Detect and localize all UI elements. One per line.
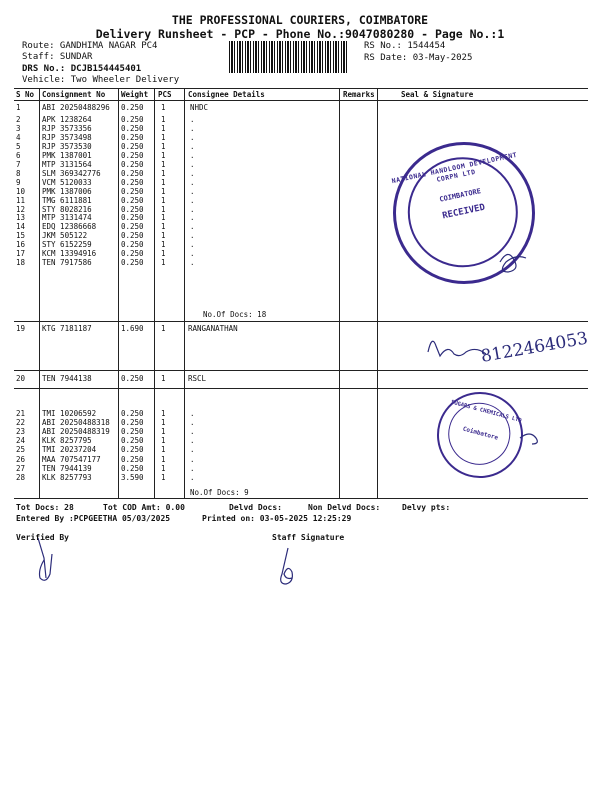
table-row-27-sno: 27 [16, 463, 26, 473]
table-row-2-pcs: 1 [161, 115, 166, 124]
table-row-15-sno: 15 [16, 231, 26, 241]
table-row-3-consignee: . [190, 123, 195, 133]
table-row-17-pcs: 1 [161, 249, 166, 259]
table-row-13-pcs: 1 [161, 213, 166, 223]
table-row-9-pcs: 1 [161, 177, 166, 187]
table-row-18-wt: 0.250 [121, 258, 144, 268]
table-row-21-cn: TMI 10206592 [42, 409, 97, 418]
table-row-18-cn: TEN 7917586 [42, 258, 92, 268]
table-row-20-pcs: 1 [161, 374, 166, 383]
table-row-19-consignee: RANGANATHAN [188, 324, 238, 333]
table-row-24-cn: KLK 8257795 [42, 436, 92, 446]
table-row-6-consignee: . [190, 150, 195, 160]
table-row-20-sno: 20 [16, 374, 26, 383]
table-row-19-pcs: 1 [161, 324, 166, 333]
col-consignment: Consignment No [42, 90, 106, 99]
table-row-20-wt: 0.250 [121, 374, 144, 383]
table-row-23-sno: 23 [16, 427, 26, 437]
non-delivered-docs: Non Delvd Docs: [308, 503, 381, 512]
table-row-8-pcs: 1 [161, 168, 166, 178]
table-row-26-pcs: 1 [161, 454, 166, 464]
handwritten-phone: 8122464053 [479, 328, 590, 367]
table-row-12-sno: 12 [16, 204, 26, 214]
table-row-21-wt: 0.250 [121, 409, 144, 418]
table-row-22-consignee: . [190, 418, 195, 428]
table-row-12-consignee: . [190, 204, 195, 214]
table-row-2-consignee: . [190, 115, 195, 124]
table-row-28-wt: 3.590 [121, 472, 144, 482]
table-row-18-consignee: . [190, 258, 195, 268]
table-row-12-wt: 0.250 [121, 204, 144, 214]
table-row-26-cn: MAA 707547177 [42, 454, 101, 464]
table-row-11-consignee: . [190, 195, 195, 205]
table-row-14-consignee: . [190, 222, 195, 232]
table-row-24-consignee: . [190, 436, 195, 446]
company-title: THE PROFESSIONAL COURIERS, COIMBATORE [171, 13, 429, 27]
table-row-22-sno: 22 [16, 418, 26, 428]
table-row-12-pcs: 1 [161, 204, 166, 214]
table-row-4-sno: 4 [16, 132, 21, 142]
table-row-8-wt: 0.250 [121, 168, 144, 178]
signature-row19 [428, 341, 486, 356]
table-row-21-consignee: . [190, 409, 195, 418]
table-row-25-pcs: 1 [161, 445, 166, 455]
table-row-6-wt: 0.250 [121, 150, 144, 160]
table-row-20-consignee: RSCL [188, 374, 207, 383]
table-row-14-cn: EDQ 12386668 [42, 222, 97, 232]
col-weight: Weight [121, 90, 149, 99]
table-row-23-pcs: 1 [161, 427, 166, 437]
table-row-5-consignee: . [190, 141, 195, 151]
table-row-23-wt: 0.250 [121, 427, 144, 437]
table-row-6-pcs: 1 [161, 150, 166, 160]
table-row-11-pcs: 1 [161, 195, 166, 205]
table-row-7-cn: MTP 3131564 [42, 159, 92, 169]
table-row-7-pcs: 1 [161, 159, 166, 169]
col-remarks: Remarks [343, 90, 375, 99]
table-row-8-consignee: . [190, 168, 195, 178]
staff: Staff: SUNDAR [22, 52, 93, 62]
table-row-9-wt: 0.250 [121, 177, 144, 187]
table-row-20-cn: TEN 7944138 [42, 374, 92, 383]
group3-docs-count: No.Of Docs: 9 [190, 488, 249, 497]
table-row-27-pcs: 1 [161, 463, 166, 473]
table-row-28-cn: KLK 8257793 [42, 472, 92, 482]
table-row-9-cn: VCM 5120033 [42, 177, 92, 187]
table-row-3-cn: RJP 3573356 [42, 123, 92, 133]
table-row-25-wt: 0.250 [121, 445, 144, 455]
table-row-16-pcs: 1 [161, 240, 166, 250]
table-row-19-sno: 19 [16, 324, 26, 333]
table-row-18-pcs: 1 [161, 258, 166, 268]
table-row-9-sno: 9 [16, 177, 21, 187]
table-row-1-pcs: 1 [161, 103, 166, 112]
stamp1-inner-text: COIMBATORE [438, 187, 482, 204]
table-row-3-pcs: 1 [161, 123, 166, 133]
runsheet-title: Delivery Runsheet - PCP - Phone No.:9047080280 - Page No.:1 [95, 27, 505, 41]
table-row-5-pcs: 1 [161, 141, 166, 151]
table-row-14-wt: 0.250 [121, 222, 144, 232]
table-row-23-cn: ABI 20250488319 [42, 427, 110, 437]
table-row-17-sno: 17 [16, 249, 26, 259]
stamp1-center-text: RECEIVED [441, 202, 487, 222]
table-row-3-wt: 0.250 [121, 123, 144, 133]
table-row-1-sno: 1 [16, 103, 21, 112]
table-row-7-wt: 0.250 [121, 159, 144, 169]
table-row-21-pcs: 1 [161, 409, 166, 418]
table-row-2-wt: 0.250 [121, 115, 144, 124]
table-row-11-sno: 11 [16, 195, 26, 205]
staff-signature: Staff Signature [272, 533, 345, 542]
col-seal: Seal & Signature [401, 90, 474, 99]
route: Route: GANDHIMA NAGAR PC4 [22, 41, 158, 51]
table-row-17-consignee: . [190, 249, 195, 259]
signature-row1 [500, 254, 526, 272]
table-row-15-consignee: . [190, 231, 195, 241]
table-row-12-cn: STY 8028216 [42, 204, 92, 214]
table-row-14-pcs: 1 [161, 222, 166, 232]
table-row-24-pcs: 1 [161, 436, 166, 446]
table-row-10-wt: 0.250 [121, 186, 144, 196]
table-row-13-cn: MTP 3131474 [42, 213, 92, 223]
table-row-15-cn: JKM 505122 [42, 231, 88, 241]
table-row-6-cn: PMK 1387001 [42, 150, 92, 160]
table-row-22-cn: ABI 20250488318 [42, 418, 110, 428]
col-consignee: Consignee Details [188, 90, 265, 99]
rs-number: RS No.: 1544454 [364, 41, 446, 51]
table-row-2-sno: 2 [16, 115, 21, 124]
table-row-25-cn: TMI 20237204 [42, 445, 97, 455]
table-row-28-pcs: 1 [161, 472, 166, 482]
table-row-25-sno: 25 [16, 445, 26, 455]
verified-by: Verified By [16, 533, 69, 542]
table-row-14-sno: 14 [16, 222, 26, 232]
table-row-7-consignee: . [190, 159, 195, 169]
table-row-10-sno: 10 [16, 186, 26, 196]
table-row-1-consignee: NHDC [190, 103, 209, 112]
table-row-15-pcs: 1 [161, 231, 166, 241]
table-row-24-sno: 24 [16, 436, 26, 446]
table-row-11-cn: TMG 6111881 [42, 195, 92, 205]
table-row-25-consignee: . [190, 445, 195, 455]
table-row-26-consignee: . [190, 454, 195, 464]
table-row-17-wt: 0.250 [121, 249, 144, 259]
total-docs: Tot Docs: 28 [16, 503, 74, 512]
table-row-27-consignee: . [190, 463, 195, 473]
table-row-22-pcs: 1 [161, 418, 166, 428]
table-row-8-sno: 8 [16, 168, 21, 178]
table-row-7-sno: 7 [16, 159, 21, 169]
table-row-26-wt: 0.250 [121, 454, 144, 464]
table-row-4-consignee: . [190, 132, 195, 142]
group1-docs-count: No.Of Docs: 18 [203, 310, 267, 319]
signature-stamp2 [520, 434, 537, 444]
delivered-docs: Delvd Docs: [229, 503, 282, 512]
table-row-8-cn: SLM 369342776 [42, 168, 101, 178]
table-row-13-sno: 13 [16, 213, 26, 223]
stamp2-inner-text: Coimbatore [462, 425, 499, 442]
table-row-2-cn: APK 1238264 [42, 115, 92, 124]
table-row-16-consignee: . [190, 240, 195, 250]
table-row-16-cn: STY 6152259 [42, 240, 92, 250]
table-row-16-sno: 16 [16, 240, 26, 250]
table-row-22-wt: 0.250 [121, 418, 144, 428]
table-row-23-consignee: . [190, 427, 195, 437]
table-row-10-consignee: . [190, 186, 195, 196]
table-row-10-cn: PMK 1387006 [42, 186, 92, 196]
table-row-19-cn: KTG 7181187 [42, 324, 92, 333]
table-row-26-sno: 26 [16, 454, 26, 464]
table-row-4-cn: RJP 3573498 [42, 132, 92, 142]
stamp1-ring-text: NATIONAL HANDLOOM DEVELOPMENT CORPN LTD [391, 150, 518, 186]
table-row-19-wt: 1.690 [121, 324, 144, 333]
table-row-5-cn: RJP 3573530 [42, 141, 92, 151]
table-row-4-wt: 0.250 [121, 132, 144, 142]
entered-by: Entered By :PCPGEETHA 05/03/2025 [16, 514, 171, 523]
printed-on: Printed on: 03-05-2025 12:25:29 [202, 514, 352, 523]
table-row-18-sno: 18 [16, 258, 26, 268]
table-row-3-sno: 3 [16, 123, 21, 133]
table-row-5-sno: 5 [16, 141, 21, 151]
table-row-28-sno: 28 [16, 472, 26, 482]
table-row-28-consignee: . [190, 472, 195, 482]
table-row-16-wt: 0.250 [121, 240, 144, 250]
col-sno: S No [16, 90, 35, 99]
total-cod: Tot COD Amt: 0.00 [103, 503, 185, 512]
table-row-13-consignee: . [190, 213, 195, 223]
vehicle: Vehicle: Two Wheeler Delivery [22, 75, 180, 85]
table-row-10-pcs: 1 [161, 186, 166, 196]
table-row-15-wt: 0.250 [121, 231, 144, 241]
table-row-5-wt: 0.250 [121, 141, 144, 151]
col-pcs: PCS [158, 90, 172, 99]
table-row-17-cn: KCM 13394916 [42, 249, 97, 259]
table-row-6-sno: 6 [16, 150, 21, 160]
rs-date: RS Date: 03-May-2025 [364, 53, 473, 63]
table-row-13-wt: 0.250 [121, 213, 144, 223]
table-row-4-pcs: 1 [161, 132, 166, 142]
table-row-1-cn: ABI 20250488296 [42, 103, 110, 112]
drs-number: DRS No.: DCJB154445401 [22, 64, 142, 74]
table-row-11-wt: 0.250 [121, 195, 144, 205]
table-row-1-wt: 0.250 [121, 103, 144, 112]
table-row-27-cn: TEN 7944139 [42, 463, 92, 473]
table-row-21-sno: 21 [16, 409, 26, 418]
table-row-24-wt: 0.250 [121, 436, 144, 446]
table-row-27-wt: 0.250 [121, 463, 144, 473]
staff-signature-mark [281, 548, 293, 584]
delivery-points: Delvy pts: [402, 503, 451, 512]
stamp2-ring-text: SUGARS & CHEMICALS LTD [450, 399, 523, 425]
verified-signature [38, 538, 52, 580]
table-row-9-consignee: . [190, 177, 195, 187]
